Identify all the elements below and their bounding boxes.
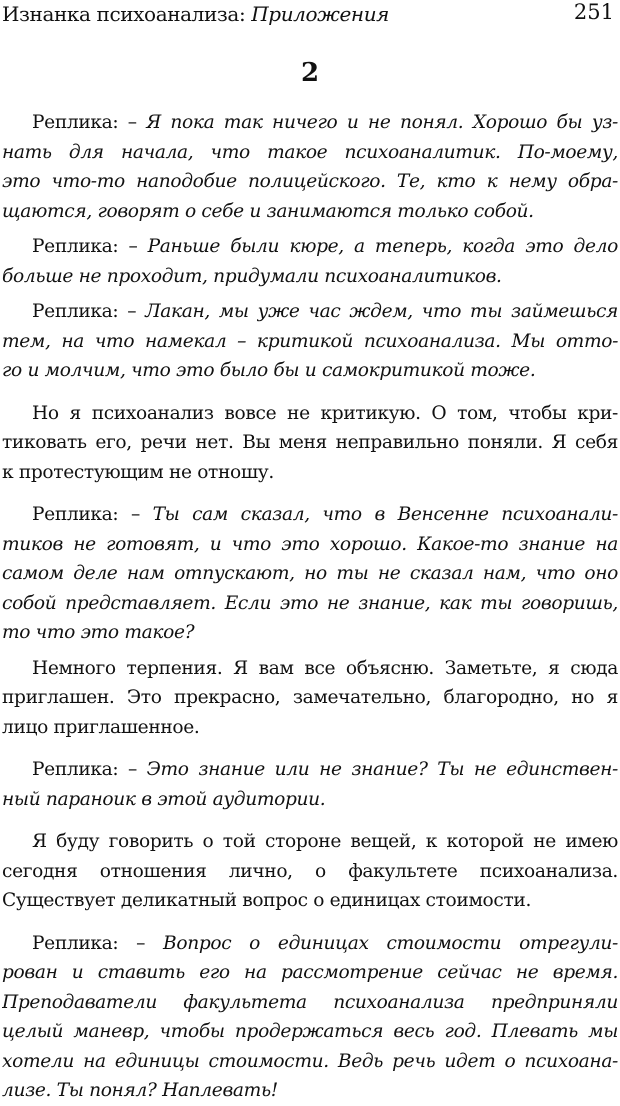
running-title-main: Изнанка психоанализа: <box>2 2 252 26</box>
line-text: собой представляет. Если это не знание, как ты говоришь, <box>2 592 618 614</box>
line-text: Я пока так ничего и не понял. Хорошо бы уз- <box>146 112 618 133</box>
body-text <box>0 108 620 1106</box>
line-text: рован и ставить его на рассмотрение сейчас не время. <box>2 962 618 983</box>
line-text: сегодня отношения лично, о факультете психоанализа. <box>2 860 618 882</box>
replica-paragraph <box>0 929 620 1106</box>
replica-label: Реплика: – <box>32 301 146 322</box>
text-line <box>2 1076 618 1106</box>
running-title-section: Приложения <box>251 2 390 26</box>
text-line <box>2 1017 618 1047</box>
replica-paragraph <box>0 755 620 814</box>
replica-paragraph <box>0 297 620 386</box>
line-text: ный параноик в этой аудитории. <box>2 788 326 810</box>
line-text: это что-то наподобие полицейского. Те, кто к нему обра- <box>2 171 618 192</box>
line-text: нать для начала, что такое психоаналитик. По-моему, <box>2 141 618 163</box>
replica-label: Реплика: – <box>32 759 147 780</box>
replica-label: Реплика: – <box>32 932 164 954</box>
text-line <box>2 618 618 648</box>
line-text: Это знание или не знание? Ты не единствен- <box>146 759 618 780</box>
text-line <box>2 327 618 357</box>
running-title <box>2 2 389 26</box>
speech-paragraph <box>0 654 620 743</box>
line-text: Немного терпения. Я вам все объясню. Заметьте, я сюда <box>32 657 618 679</box>
text-line <box>2 559 618 589</box>
page-number: 251 <box>573 0 614 24</box>
line-text: Существует деликатный вопрос о единицах стоимости. <box>2 890 532 911</box>
text-line <box>2 589 618 619</box>
line-text: лизе. Ты понял? Наплевать! <box>2 1080 278 1101</box>
line-text: тиковать его, речи нет. Вы меня неправильно поняли. Я себя <box>2 432 618 453</box>
text-line <box>2 167 618 197</box>
line-text: целый маневр, чтобы продержаться весь год. Плевать мы <box>2 1021 618 1042</box>
line-text: Лакан, мы уже час ждем, что ты займешься <box>145 301 618 322</box>
replica-label: Реплика: – <box>32 504 153 525</box>
text-line <box>2 138 618 168</box>
text-line <box>2 356 618 386</box>
line-text: Преподаватели факультета психоанализа предприняли <box>2 991 618 1013</box>
chapter-number: 2 <box>300 58 320 88</box>
text-line <box>2 654 618 684</box>
line-text: больше не проходит, придумали психоаналитиков. <box>2 265 502 287</box>
text-line <box>2 929 618 959</box>
text-line <box>2 755 618 785</box>
line-text: лицо приглашенное. <box>2 716 200 738</box>
text-line <box>2 1047 618 1077</box>
text-line <box>2 857 618 887</box>
speech-paragraph <box>0 399 620 488</box>
replica-label: Реплика: – <box>32 236 148 257</box>
text-line <box>2 958 618 988</box>
line-text: к протестующим не отношу. <box>2 461 274 483</box>
line-text: Но я психоанализ вовсе не критикую. О том, чтобы кри- <box>32 402 618 424</box>
text-line <box>2 683 618 713</box>
line-text: Раньше были кюре, а теперь, когда это дело <box>147 236 618 257</box>
line-text: самом деле нам отпускают, но ты не сказал нам, что оно <box>2 563 618 584</box>
text-line <box>2 988 618 1018</box>
text-line <box>2 713 618 743</box>
line-text: щаются, говорят о себе и занимаются только собой. <box>2 200 534 222</box>
line-text: Вопрос о единицах стоимости отрегули- <box>163 932 618 954</box>
line-text: приглашен. Это прекрасно, замечательно, благородно, но я <box>2 687 618 708</box>
text-line <box>2 530 618 560</box>
replica-paragraph <box>0 108 620 226</box>
line-text: тем, на что намекал – критикой психоанализа. Мы отто- <box>2 330 618 352</box>
text-line <box>2 500 618 530</box>
replica-paragraph <box>0 232 620 291</box>
text-line <box>2 108 618 138</box>
text-line <box>2 886 618 916</box>
text-line <box>2 262 618 292</box>
text-line <box>2 785 618 815</box>
text-line <box>2 399 618 429</box>
text-line <box>2 458 618 488</box>
text-line <box>2 428 618 458</box>
line-text: Ты сам сказал, что в Венсенне психоанали- <box>152 504 618 525</box>
text-line <box>2 827 618 857</box>
speech-paragraph <box>0 827 620 916</box>
running-header <box>0 0 620 34</box>
text-line <box>2 232 618 262</box>
line-text: то что это такое? <box>2 622 195 643</box>
line-text: тиков не готовят, и что это хорошо. Какое-то знание на <box>2 533 618 555</box>
replica-label: Реплика: – <box>32 112 147 133</box>
text-line <box>2 297 618 327</box>
replica-paragraph <box>0 500 620 648</box>
line-text: го и молчим, что это было бы и самокритикой тоже. <box>2 360 536 381</box>
line-text: Я буду говорить о той стороне вещей, к которой не имею <box>32 831 618 852</box>
text-line <box>2 197 618 227</box>
line-text: хотели на единицы стоимости. Ведь речь идет о психоана- <box>2 1050 618 1072</box>
